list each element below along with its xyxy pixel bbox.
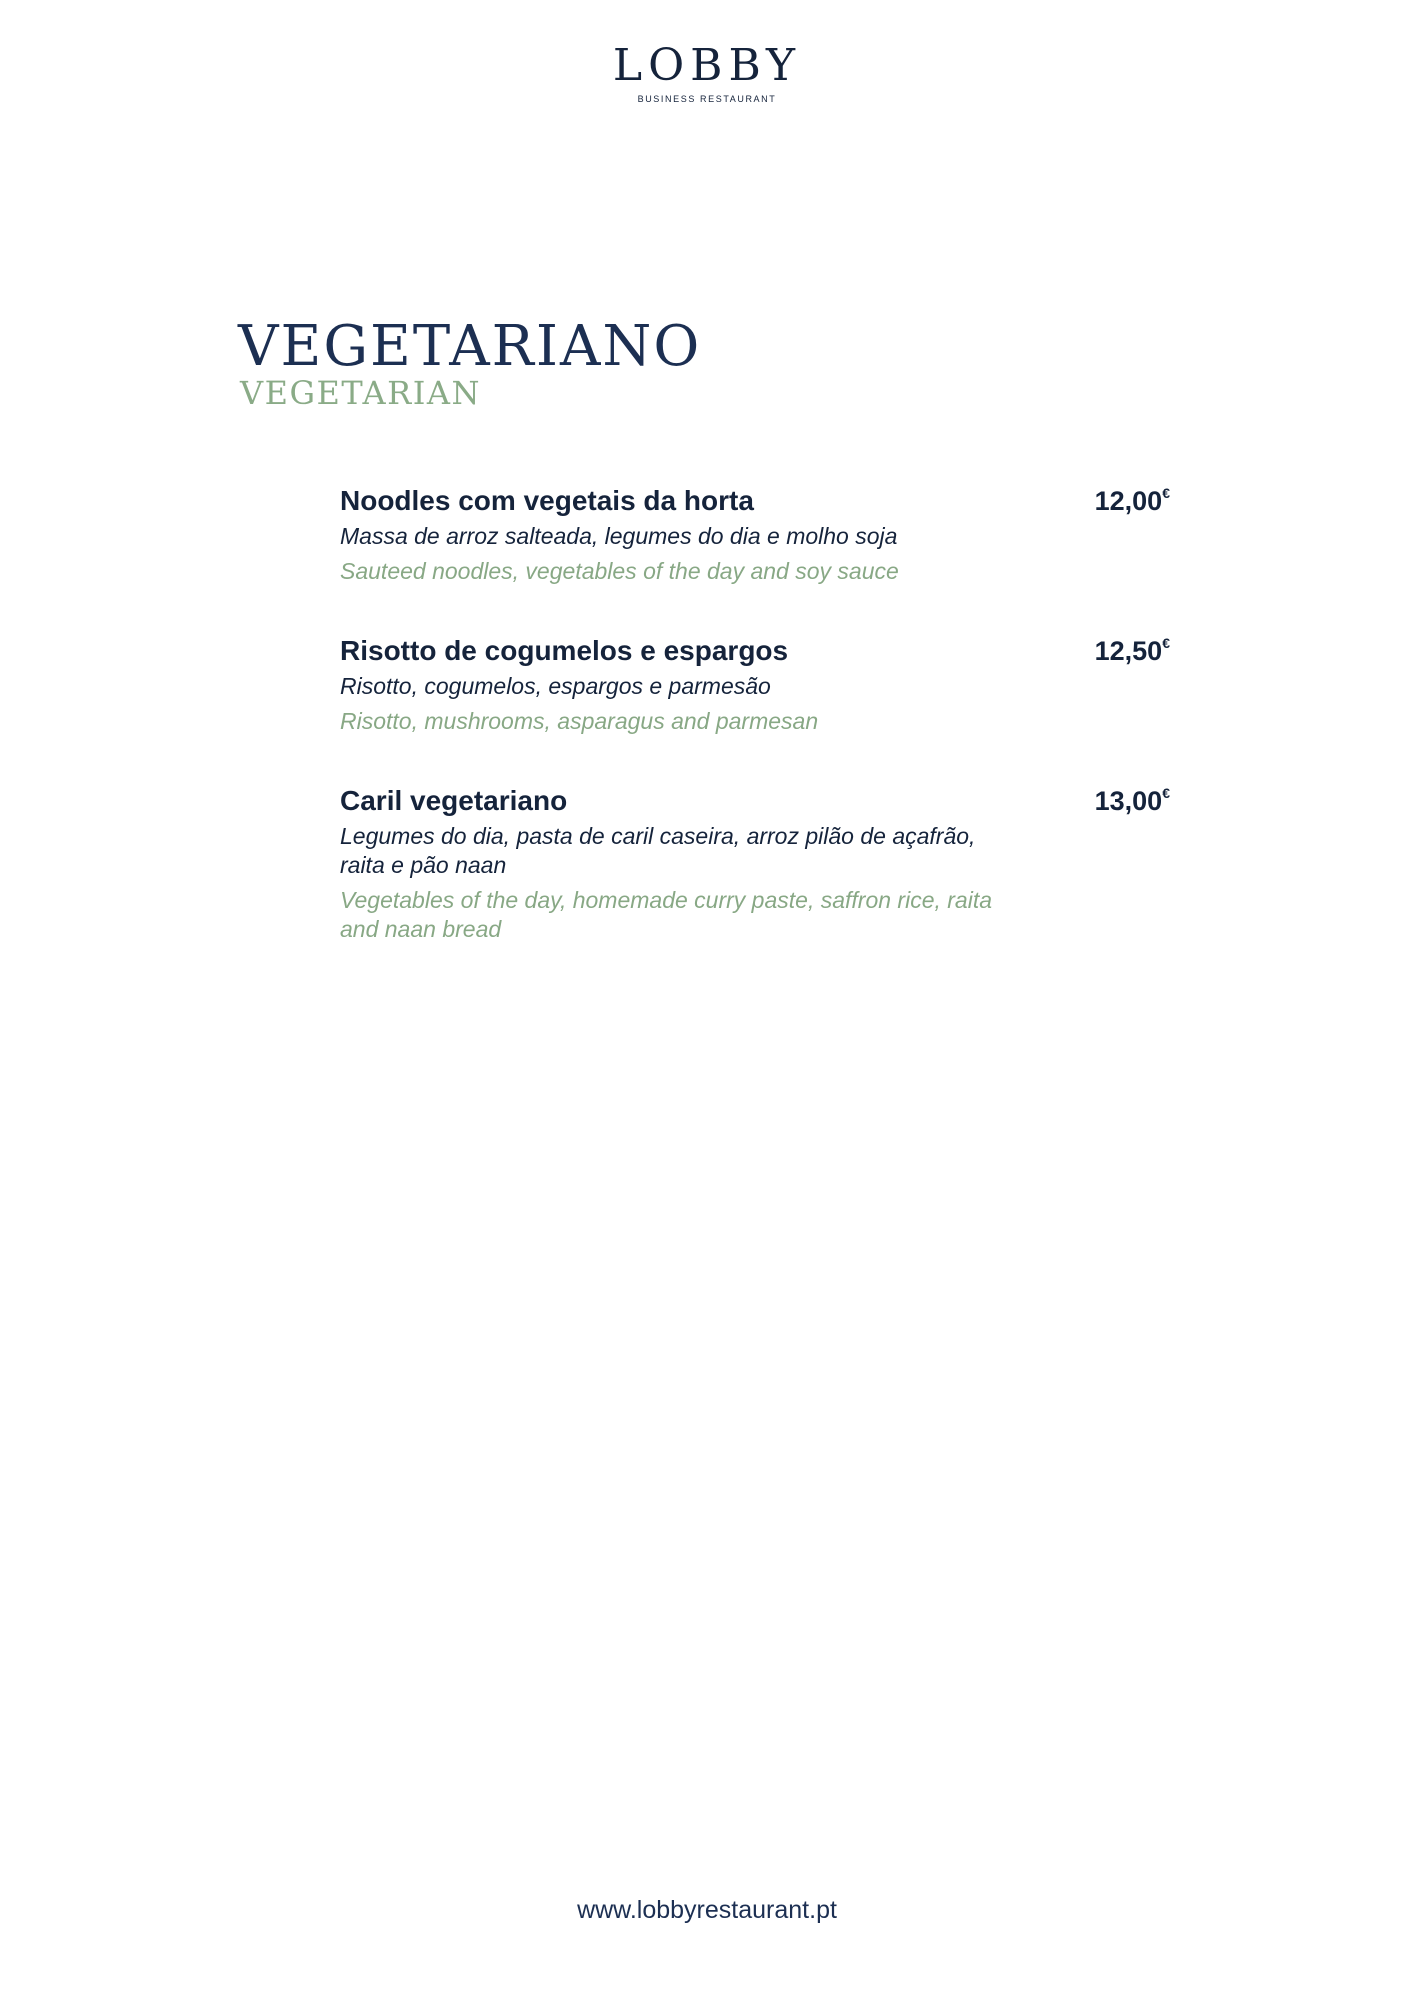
item-name: Noodles com vegetais da horta	[340, 485, 754, 516]
website-link[interactable]: www.lobbyrestaurant.pt	[577, 1896, 837, 1924]
item-name: Caril vegetariano	[340, 785, 568, 816]
section-title: VEGETARIANO	[238, 314, 702, 379]
price-value: 13,00	[1094, 786, 1163, 816]
item-name: Risotto de cogumelos e espargos	[340, 635, 789, 666]
menu-list	[340, 482, 1170, 990]
item-price	[1095, 482, 1170, 520]
item-description-en: Risotto, mushrooms, asparagus and parmesan	[340, 708, 819, 734]
item-description-pt: Risotto, cogumelos, espargos e parmesão	[340, 673, 771, 699]
item-description-en: Vegetables of the day, homemade curry paste, saffron rice, raita and naan bread	[340, 887, 993, 942]
brand-tagline: BUSINESS RESTAURANT	[637, 94, 777, 104]
menu-item	[340, 782, 1170, 944]
menu-item	[340, 632, 1170, 736]
menu-item	[340, 482, 1170, 586]
currency-symbol: €	[1162, 635, 1170, 651]
item-price	[1095, 782, 1170, 820]
price-value: 12,50	[1094, 636, 1163, 666]
section-subtitle: VEGETARIAN	[240, 374, 481, 412]
price-value: 12,00	[1094, 486, 1163, 516]
currency-symbol: €	[1162, 785, 1170, 801]
item-description-pt: Legumes do dia, pasta de caril caseira, arroz pilão de açafrão, raita e pão naan	[340, 823, 976, 878]
item-price	[1095, 632, 1170, 670]
item-description-en: Sauteed noodles, vegetables of the day and soy sauce	[340, 558, 899, 584]
currency-symbol: €	[1162, 485, 1170, 501]
item-description-pt: Massa de arroz salteada, legumes do dia e molho soja	[340, 523, 898, 549]
brand-logo	[0, 42, 1414, 104]
brand-name: LOBBY	[612, 40, 802, 91]
